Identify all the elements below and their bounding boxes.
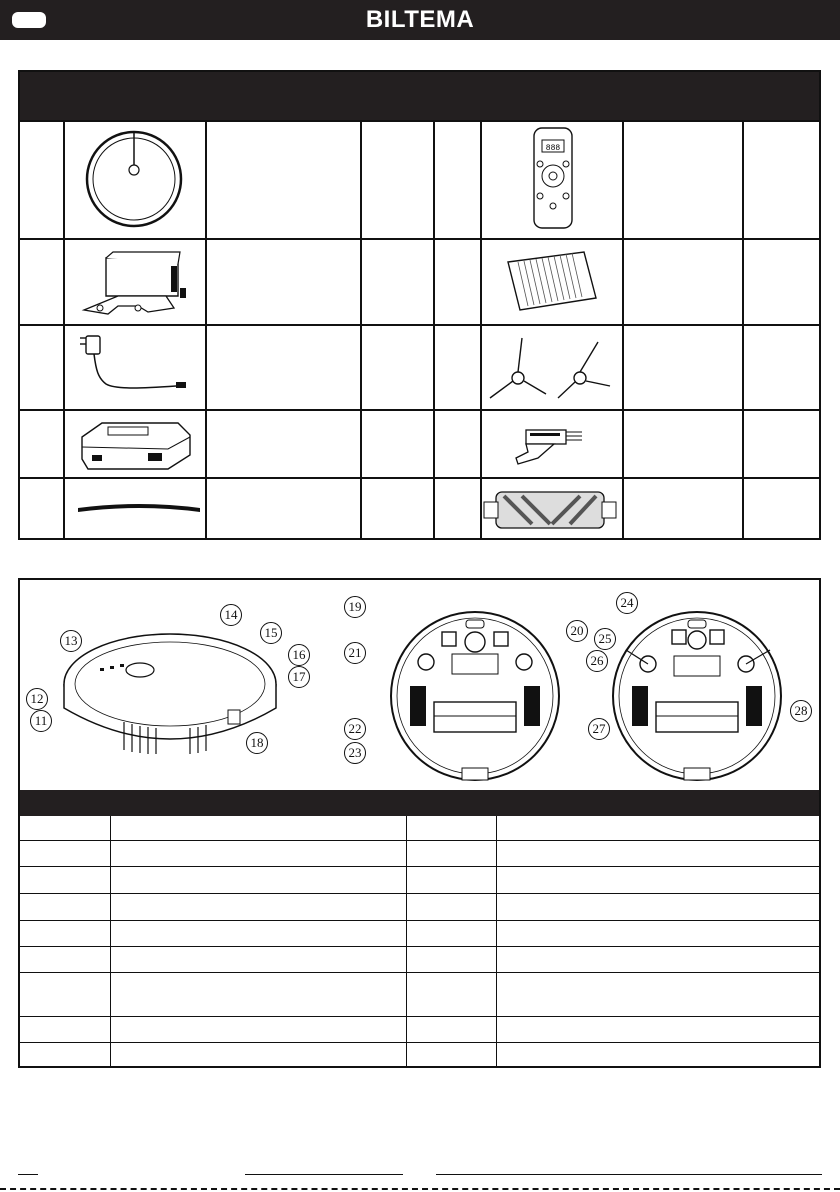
callout-21: 21	[344, 642, 366, 664]
callout-19: 19	[344, 596, 366, 618]
callout-18: 18	[246, 732, 268, 754]
row-divider	[20, 946, 819, 947]
row-divider	[20, 1016, 819, 1017]
product-overview	[18, 578, 821, 1068]
parts-table	[18, 70, 821, 540]
footer-rule	[245, 1174, 403, 1175]
row-divider	[20, 866, 819, 867]
power-adapter-icon	[76, 330, 192, 400]
col-divider	[63, 120, 65, 540]
col-divider	[360, 120, 362, 540]
callout-26: 26	[586, 650, 608, 672]
dust-container-icon	[78, 415, 192, 475]
row-divider	[20, 1042, 819, 1043]
callout-24: 24	[616, 592, 638, 614]
main-roller-brush-icon	[482, 486, 618, 534]
col-divider	[110, 816, 111, 1068]
callout-17: 17	[288, 666, 310, 688]
row-divider	[20, 972, 819, 973]
side-brushes-icon	[484, 334, 618, 406]
callout-13: 13	[60, 630, 82, 652]
callout-14: 14	[220, 604, 242, 626]
col-divider	[205, 120, 207, 540]
callout-11: 11	[30, 710, 52, 732]
brand-logo: BILTEMA	[365, 6, 475, 33]
col-divider	[406, 816, 407, 1068]
overview-table-header	[20, 790, 819, 816]
row-divider	[20, 840, 819, 841]
footer-rule	[436, 1174, 822, 1175]
callout-20: 20	[566, 620, 588, 642]
cleaning-tool-icon	[498, 424, 588, 472]
row-divider	[20, 409, 819, 411]
callout-25: 25	[594, 628, 616, 650]
col-divider	[480, 120, 482, 540]
col-divider	[496, 816, 497, 1068]
callout-16: 16	[288, 644, 310, 666]
hepa-filter-icon	[504, 248, 600, 314]
robot-bottom-view-brushes-diagram	[604, 606, 790, 786]
row-divider	[20, 324, 819, 326]
callout-28: 28	[790, 700, 812, 722]
row-divider	[20, 120, 819, 122]
top-header-bar	[0, 0, 840, 40]
callout-27: 27	[588, 718, 610, 740]
charging-station-icon	[78, 248, 190, 318]
callout-22: 22	[344, 718, 366, 740]
magnetic-strip-icon	[76, 490, 202, 520]
col-divider	[742, 120, 744, 540]
callout-23: 23	[344, 742, 366, 764]
row-divider	[20, 477, 819, 479]
parts-table-header	[20, 72, 819, 120]
row-divider	[20, 920, 819, 921]
footer-rule	[18, 1174, 38, 1175]
page-bottom-edge	[0, 1188, 840, 1190]
robot-bottom-view-diagram	[382, 606, 568, 786]
remote-control-icon	[528, 126, 578, 232]
robot-vacuum-icon	[82, 126, 186, 232]
col-divider	[433, 120, 435, 540]
callout-15: 15	[260, 622, 282, 644]
col-divider	[622, 120, 624, 540]
row-divider	[20, 238, 819, 240]
callout-12: 12	[26, 688, 48, 710]
row-divider	[20, 893, 819, 894]
svg-text:888: 888	[545, 144, 561, 153]
